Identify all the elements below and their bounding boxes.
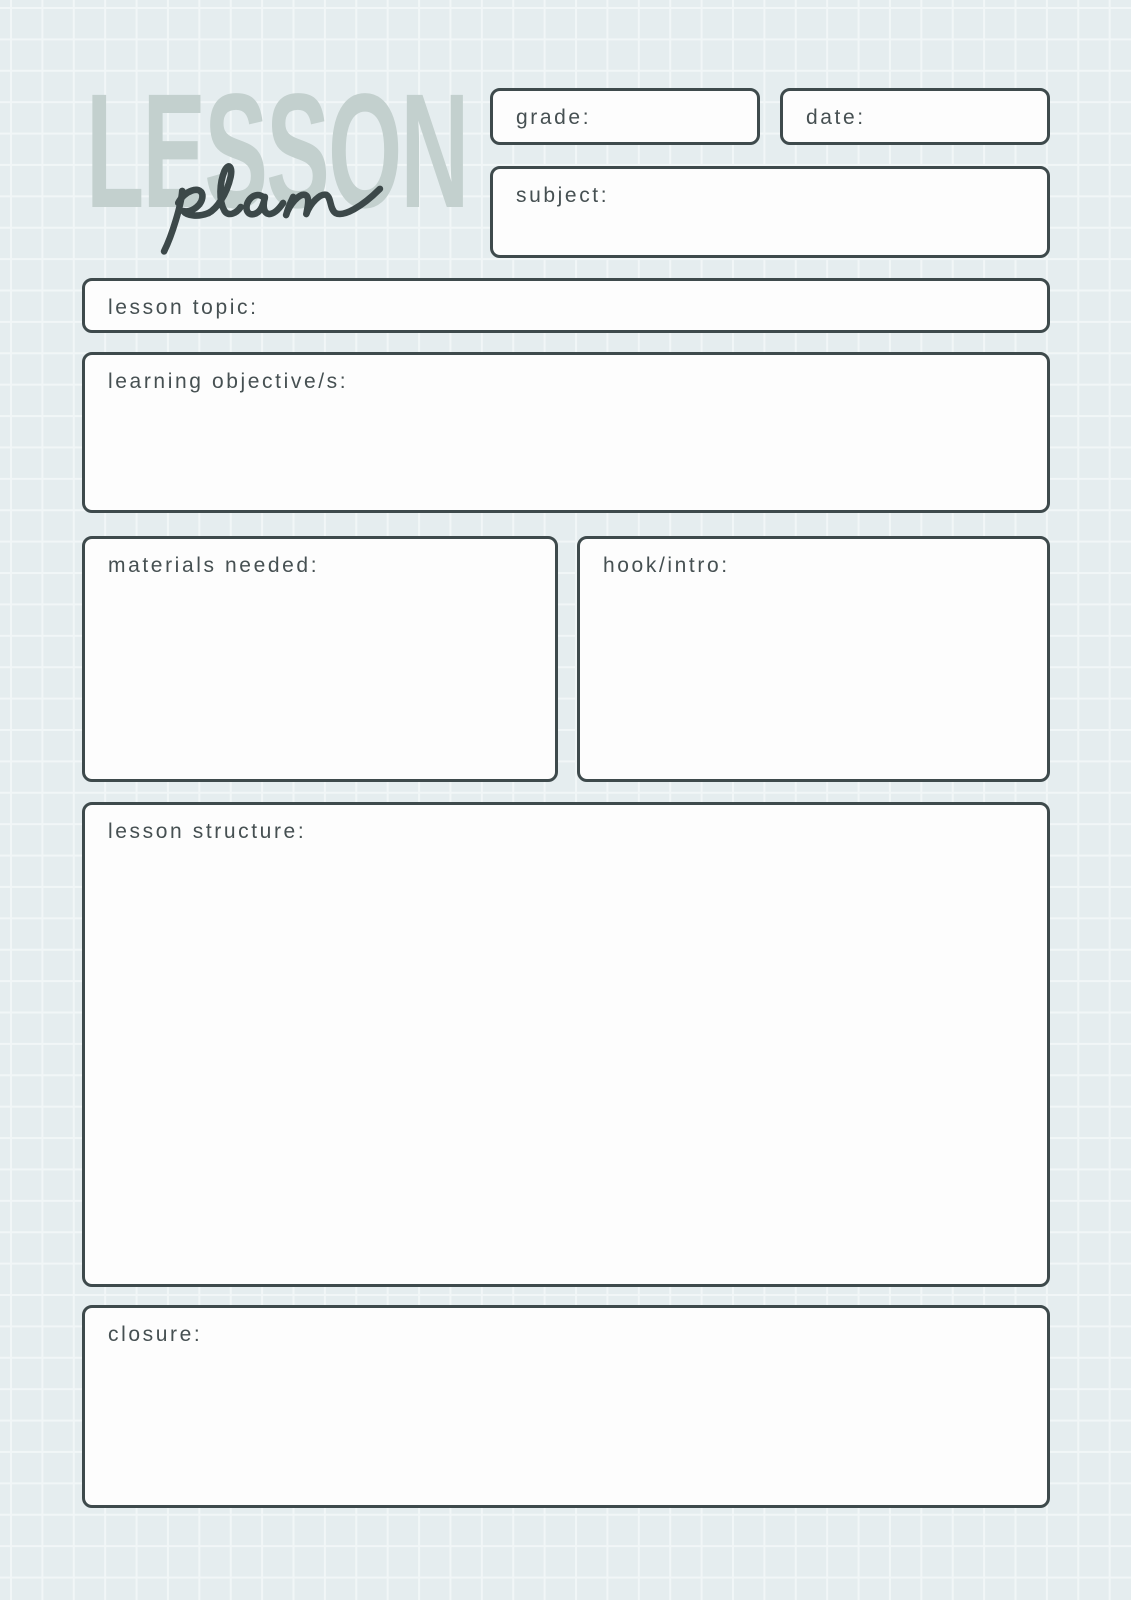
lesson-structure-field[interactable] xyxy=(82,802,1050,1287)
grade-label: grade: xyxy=(516,106,592,129)
closure-field[interactable] xyxy=(82,1305,1050,1508)
learning-objectives-label: learning objective/s: xyxy=(108,370,349,393)
subject-label: subject: xyxy=(516,184,610,207)
lesson-topic-field[interactable] xyxy=(82,278,1050,333)
subject-field[interactable] xyxy=(490,166,1050,258)
page-title-script-plan xyxy=(156,156,388,258)
learning-objectives-field[interactable] xyxy=(82,352,1050,513)
materials-needed-label: materials needed: xyxy=(108,554,320,577)
grade-field[interactable] xyxy=(490,88,760,145)
date-field[interactable] xyxy=(780,88,1050,145)
lesson-topic-label: lesson topic: xyxy=(108,296,259,319)
page-title: LESSON xyxy=(86,59,468,242)
materials-needed-field[interactable] xyxy=(82,536,558,782)
date-label: date: xyxy=(806,106,866,129)
lesson-structure-label: lesson structure: xyxy=(108,820,307,843)
hook-intro-label: hook/intro: xyxy=(603,554,730,577)
hook-intro-field[interactable] xyxy=(577,536,1050,782)
closure-label: closure: xyxy=(108,1323,203,1346)
